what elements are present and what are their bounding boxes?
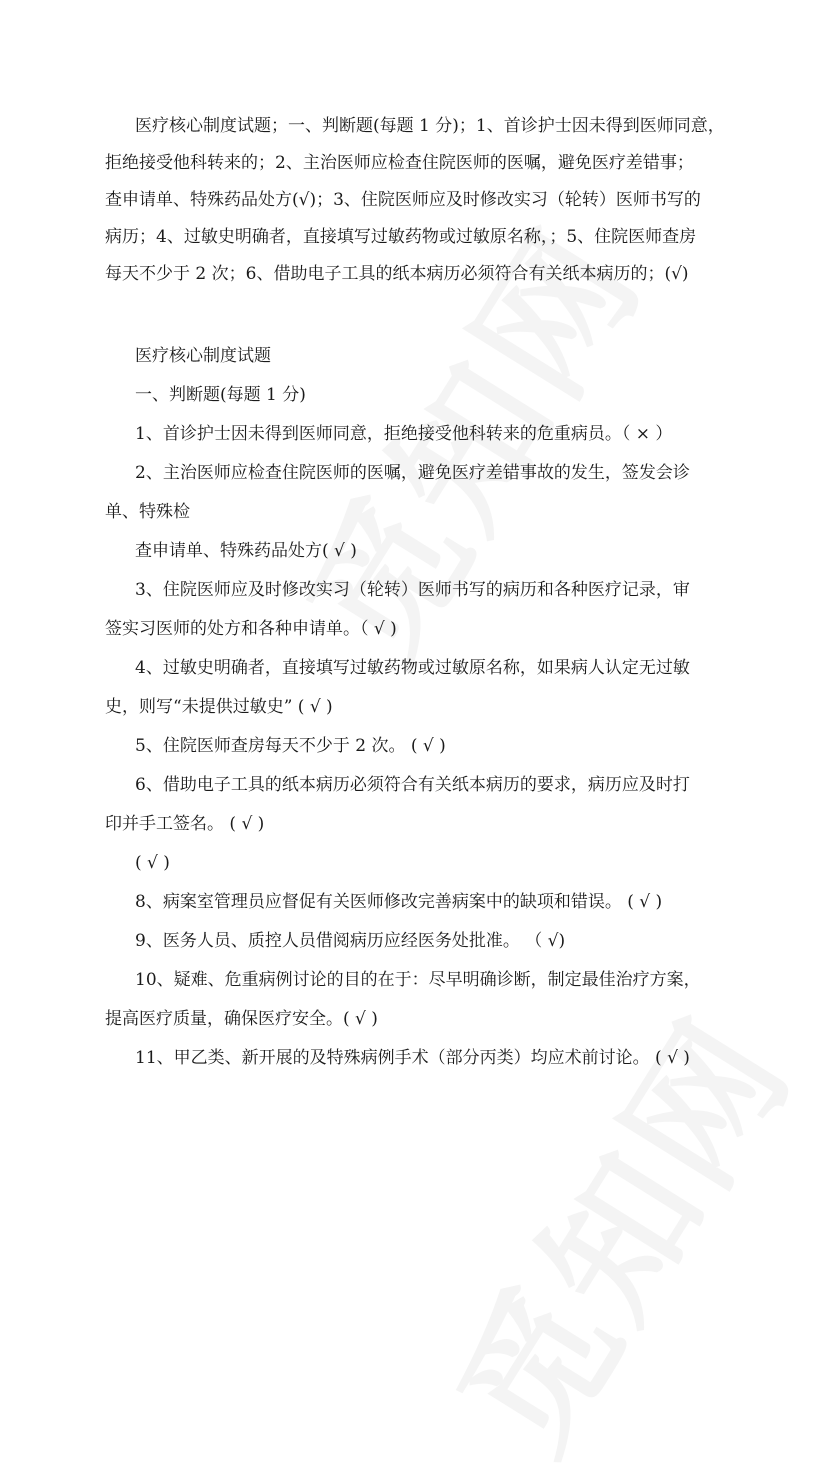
question-line: 提高医疗质量，确保医疗安全。( √ ): [105, 1009, 378, 1029]
document-title: 医疗核心制度试题: [135, 346, 271, 366]
question-line: 5、住院医师查房每天不少于 2 次。 ( √ ): [135, 736, 446, 756]
section-heading: 一、判断题(每题 1 分): [135, 385, 306, 405]
question-line: 签实习医师的处方和各种申请单。（ √ ): [105, 619, 397, 639]
question-line: 查申请单、特殊药品处方( √ ): [135, 541, 357, 561]
question-line: 8、病案室管理员应督促有关医师修改完善病案中的缺项和错误。 ( √ ): [135, 892, 663, 912]
question-line: 1、首诊护士因未得到医师同意，拒绝接受他科转来的危重病员。（ × ）: [135, 424, 673, 444]
question-line: 3、住院医师应及时修改实习（轮转）医师书写的病历和各种医疗记录，审: [135, 580, 690, 600]
question-line: 单、特殊检: [105, 502, 190, 522]
summary-line: 查申请单、特殊药品处方(√)；3、住院医师应及时修改实习（轮转）医师书写的: [105, 190, 701, 210]
question-line: 史，则写“未提供过敏史” ( √ ): [105, 697, 333, 717]
question-line: 4、过敏史明确者，直接填写过敏药物或过敏原名称，如果病人认定无过敏: [135, 658, 690, 678]
question-line: 10、疑难、危重病例讨论的目的在于：尽早明确诊断，制定最佳治疗方案，: [135, 970, 701, 990]
question-line: 9、医务人员、质控人员借阅病历应经医务处批准。 （ √): [135, 931, 566, 951]
question-line: 11、甲乙类、新开展的及特殊病例手术（部分丙类）均应术前讨论。 ( √ ): [135, 1048, 690, 1068]
question-line: ( √ ): [135, 853, 170, 873]
question-line: 2、主治医师应检查住院医师的医嘱，避免医疗差错事故的发生，签发会诊: [135, 463, 690, 483]
summary-line: 每天不少于 2 次；6、借助电子工具的纸本病历必须符合有关纸本病历的；(√): [105, 264, 689, 284]
question-line: 6、借助电子工具的纸本病历必须符合有关纸本病历的要求，病历应及时打: [135, 775, 690, 795]
summary-line: 医疗核心制度试题；一、判断题(每题 1 分)；1、首诊护士因未得到医师同意，: [135, 116, 725, 136]
summary-line: 拒绝接受他科转来的；2、主治医师应检查住院医师的医嘱，避免医疗差错事；: [105, 153, 694, 173]
question-line: 印并手工签名。 ( √ ): [105, 814, 265, 834]
summary-line: 病历；4、过敏史明确者，直接填写过敏药物或过敏原名称，；5、住院医师查房: [105, 227, 697, 247]
